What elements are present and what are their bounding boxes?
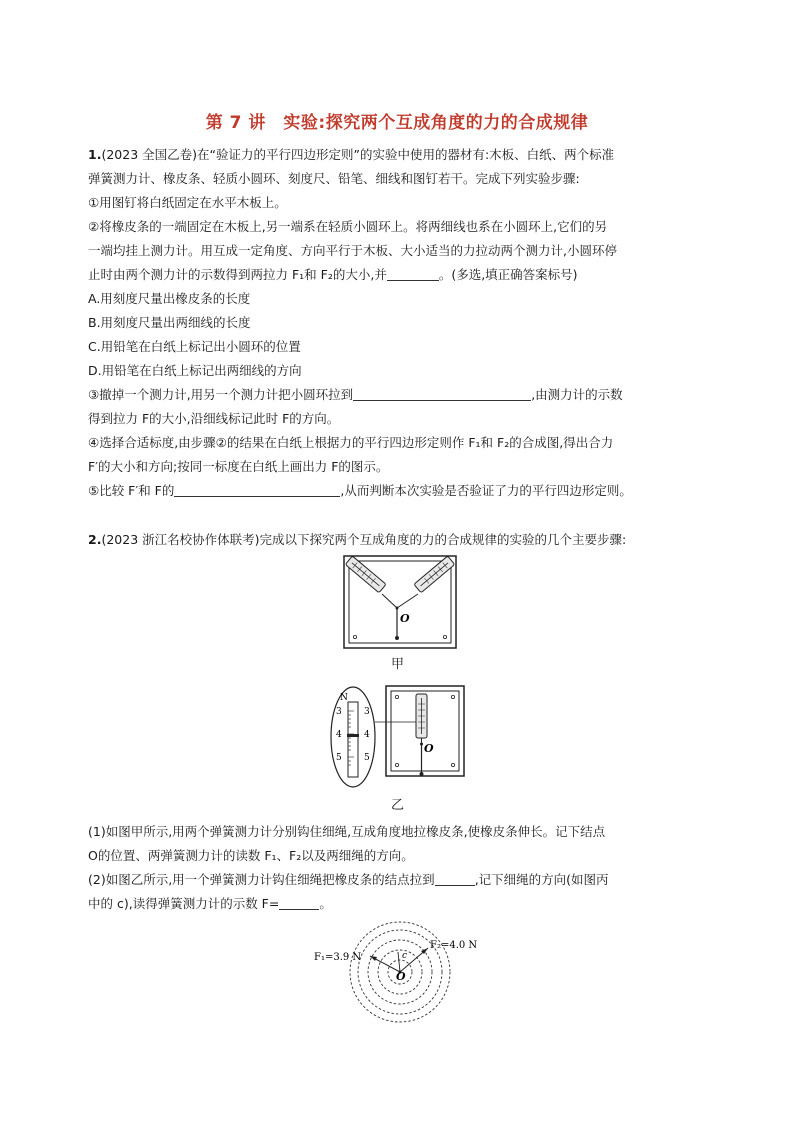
page-title: 第 7 讲 实验:探究两个互成角度的力的合成规律 (205, 113, 589, 133)
q1-option-d: D.用铅笔在白纸上标记出两细线的方向 (88, 363, 302, 378)
q1-step-4a: ④选择合适标度,由步骤②的结果在白纸上根据力的平行四边形定则作 F₁和 F₂的合成图,得出合力 (88, 435, 614, 450)
q1-option-c: C.用铅笔在白纸上标记出小圆环的位置 (88, 339, 301, 354)
q2-part-1b: O的位置、两弹簧测力计的读数 F₁、F₂以及两细绳的方向。 (88, 848, 414, 863)
q1-step-5: ⑤比较 F′和 F的 ,从而判断本次实验是否验证了力的平行四边形定则。 (88, 483, 632, 498)
scale-tick-5-right: 5 (364, 753, 370, 763)
q1-intro-line2: 弹簧测力计、橡皮条、轻质小圆环、刻度尺、铅笔、细线和图钉若干。完成下列实验步骤: (88, 171, 580, 186)
q2-number: 2. (88, 532, 102, 547)
label-o-jia: O (400, 612, 410, 625)
scale-unit-n: N (340, 693, 348, 703)
q1-step-2a: ②将橡皮条的一端固定在木板上,另一端系在轻质小圆环上。将两细线也系在小圆环上,它们的另 (88, 219, 608, 234)
label-o-bing: O (396, 970, 406, 983)
scale-tick-5-left: 5 (336, 753, 342, 763)
figure-bing (310, 918, 500, 1028)
figure-jia-caption: 甲 (391, 657, 405, 672)
answer-blank-4[interactable] (435, 871, 475, 886)
figure-yi-caption: 乙 (391, 798, 405, 813)
q1-step-2c: 止时由两个测力计的示数得到两拉力 F₁和 F₂的大小,并 。(多选,填正确答案标号) (88, 267, 578, 282)
q1-step-3a: ③撤掉一个测力计,用另一个测力计把小圆环拉到 ,由测力计的示数 (88, 387, 623, 402)
answer-blank-5[interactable] (279, 895, 319, 910)
f2-label: F₂=4.0 N (430, 940, 478, 951)
label-o-yi: O (424, 742, 434, 755)
question-1 (88, 143, 708, 503)
question-2-parts (88, 820, 708, 916)
answer-blank-1[interactable] (387, 266, 439, 281)
q1-step-4b: F′的大小和方向;按同一标度在白纸上画出力 F的图示。 (88, 459, 389, 474)
q1-step-1: ①用图钉将白纸固定在水平木板上。 (88, 195, 287, 210)
scale-tick-4-right: 4 (364, 730, 370, 740)
f1-label: F₁=3.9 N (314, 952, 362, 963)
answer-blank-3[interactable] (174, 482, 340, 497)
answer-blank-2[interactable] (353, 386, 531, 401)
label-c: c (402, 951, 408, 961)
q1-step-3b: 得到拉力 F的大小,沿细线标记此时 F的方向。 (88, 411, 340, 426)
question-2-intro: 2.(2023 浙江名校协作体联考)完成以下探究两个互成角度的力的合成规律的实验的几个主要步骤: (88, 532, 627, 547)
figure-yi (330, 682, 470, 792)
q1-option-a: A.用刻度尺量出橡皮条的长度 (88, 291, 251, 306)
q1-option-b: B.用刻度尺量出两细线的长度 (88, 315, 251, 330)
q1-number: 1. (88, 147, 102, 162)
q2-part-2a: (2)如图乙所示,用一个弹簧测力计钩住细绳把橡皮条的结点拉到 ,记下细绳的方向(如图丙 (88, 872, 609, 887)
scale-tick-3-right: 3 (364, 707, 370, 717)
figure-jia (340, 552, 460, 652)
scale-tick-3-left: 3 (336, 707, 342, 717)
scale-tick-4-left: 4 (336, 730, 342, 740)
q1-step-2b: 一端均挂上测力计。用互成一定角度、方向平行于木板、大小适当的力拉动两个测力计,小圆环停 (88, 243, 617, 258)
q1-intro-line1: 1.(2023 全国乙卷)在“验证力的平行四边形定则”的实验中使用的器材有:木板、白纸、两个标准 (88, 147, 615, 162)
q2-part-2b: 中的 c),读得弹簧测力计的示数 F= 。 (88, 896, 332, 911)
q2-part-1a: (1)如图甲所示,用两个弹簧测力计分别钩住细绳,互成角度地拉橡皮条,使橡皮条伸长。记下结点 (88, 824, 606, 839)
